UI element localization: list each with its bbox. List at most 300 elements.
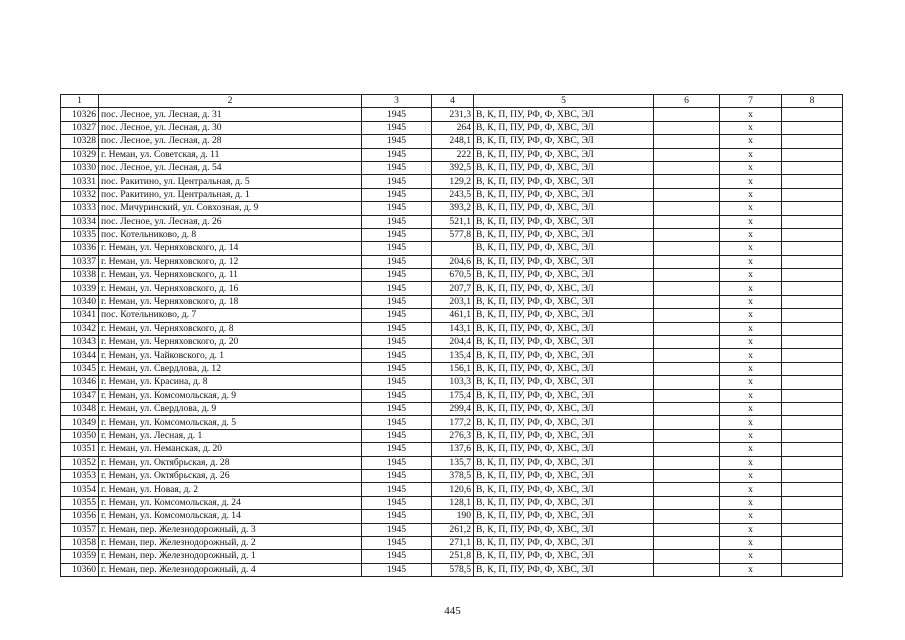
area-cell: 135,7 [432,456,474,469]
row-number-cell: 10352 [61,456,99,469]
column-7-cell: x [720,202,782,215]
column-6-cell [654,523,720,536]
address-cell: г. Неман, ул. Черняховского, д. 16 [99,282,362,295]
column-7-cell: x [720,148,782,161]
column-6-cell [654,282,720,295]
table-body [61,108,843,577]
column-8-cell [782,496,843,509]
column-8-cell [782,282,843,295]
address-cell: г. Неман, ул. Черняховского, д. 14 [99,242,362,255]
column-8-cell [782,416,843,429]
area-cell: 231,3 [432,108,474,121]
column-8-cell [782,349,843,362]
systems-cell: В, К, П, ПУ, РФ, Ф, ХВС, ЭЛ [474,496,654,509]
area-cell: 521,1 [432,215,474,228]
column-8-cell [782,523,843,536]
header-row [61,95,843,108]
address-cell: г. Неман, ул. Советская, д. 11 [99,148,362,161]
row-number-cell: 10348 [61,402,99,415]
systems-cell: В, К, П, ПУ, РФ, Ф, ХВС, ЭЛ [474,456,654,469]
column-8-cell [782,402,843,415]
systems-cell: В, К, П, ПУ, РФ, Ф, ХВС, ЭЛ [474,402,654,415]
column-6-cell [654,215,720,228]
area-cell: 276,3 [432,429,474,442]
address-cell: г. Неман, ул. Черняховского, д. 20 [99,336,362,349]
column-7-cell: x [720,389,782,402]
column-7-cell: x [720,215,782,228]
row-number-cell: 10334 [61,215,99,228]
column-6-cell [654,322,720,335]
column-8-cell [782,148,843,161]
table-row [61,456,843,469]
year-cell: 1945 [362,402,432,415]
column-8-cell [782,242,843,255]
column-6-cell [654,469,720,482]
row-number-cell: 10350 [61,429,99,442]
column-header-3: 3 [362,95,432,108]
systems-cell: В, К, П, ПУ, РФ, Ф, ХВС, ЭЛ [474,309,654,322]
address-cell: г. Неман, ул. Черняховского, д. 18 [99,295,362,308]
year-cell: 1945 [362,536,432,549]
column-8-cell [782,135,843,148]
column-7-cell: x [720,402,782,415]
area-cell: 207,7 [432,282,474,295]
year-cell: 1945 [362,295,432,308]
column-6-cell [654,121,720,134]
area-cell: 128,1 [432,496,474,509]
year-cell: 1945 [362,188,432,201]
year-cell: 1945 [362,443,432,456]
address-cell: г. Неман, пер. Железнодорожный, д. 1 [99,550,362,563]
address-cell: пос. Лесное, ул. Лесная, д. 31 [99,108,362,121]
column-header-5: 5 [474,95,654,108]
systems-cell: В, К, П, ПУ, РФ, Ф, ХВС, ЭЛ [474,175,654,188]
column-7-cell: x [720,228,782,241]
row-number-cell: 10359 [61,550,99,563]
row-number-cell: 10358 [61,536,99,549]
systems-cell: В, К, П, ПУ, РФ, Ф, ХВС, ЭЛ [474,242,654,255]
column-8-cell [782,202,843,215]
address-cell: г. Неман, ул. Свердлова, д. 12 [99,362,362,375]
table-row [61,523,843,536]
row-number-cell: 10340 [61,295,99,308]
area-cell: 222 [432,148,474,161]
area-cell: 203,1 [432,295,474,308]
column-6-cell [654,536,720,549]
year-cell: 1945 [362,469,432,482]
systems-cell: В, К, П, ПУ, РФ, Ф, ХВС, ЭЛ [474,188,654,201]
systems-cell: В, К, П, ПУ, РФ, Ф, ХВС, ЭЛ [474,202,654,215]
area-cell: 271,1 [432,536,474,549]
column-7-cell: x [720,469,782,482]
column-6-cell [654,362,720,375]
table-row [61,148,843,161]
area-cell: 264 [432,121,474,134]
year-cell: 1945 [362,255,432,268]
column-6-cell [654,295,720,308]
row-number-cell: 10357 [61,523,99,536]
area-cell: 393,2 [432,202,474,215]
area-cell: 129,2 [432,175,474,188]
row-number-cell: 10349 [61,416,99,429]
table-row [61,496,843,509]
row-number-cell: 10328 [61,135,99,148]
column-7-cell: x [720,523,782,536]
housing-registry-table [60,94,843,577]
address-cell: г. Неман, ул. Комсомольская, д. 5 [99,416,362,429]
column-header-4: 4 [432,95,474,108]
systems-cell: В, К, П, ПУ, РФ, Ф, ХВС, ЭЛ [474,510,654,523]
column-7-cell: x [720,282,782,295]
year-cell: 1945 [362,510,432,523]
table-row [61,175,843,188]
systems-cell: В, К, П, ПУ, РФ, Ф, ХВС, ЭЛ [474,255,654,268]
column-7-cell: x [720,349,782,362]
table-row [61,429,843,442]
column-7-cell: x [720,255,782,268]
column-6-cell [654,255,720,268]
systems-cell: В, К, П, ПУ, РФ, Ф, ХВС, ЭЛ [474,483,654,496]
systems-cell: В, К, П, ПУ, РФ, Ф, ХВС, ЭЛ [474,429,654,442]
table-row [61,550,843,563]
address-cell: пос. Лесное, ул. Лесная, д. 30 [99,121,362,134]
table-row [61,309,843,322]
area-cell: 577,8 [432,228,474,241]
column-8-cell [782,215,843,228]
column-8-cell [782,443,843,456]
address-cell: пос. Ракитино, ул. Центральная, д. 5 [99,175,362,188]
year-cell: 1945 [362,148,432,161]
column-8-cell [782,550,843,563]
row-number-cell: 10336 [61,242,99,255]
column-6-cell [654,175,720,188]
area-cell: 299,4 [432,402,474,415]
year-cell: 1945 [362,456,432,469]
column-8-cell [782,483,843,496]
column-6-cell [654,443,720,456]
table-row [61,135,843,148]
systems-cell: В, К, П, ПУ, РФ, Ф, ХВС, ЭЛ [474,349,654,362]
address-cell: пос. Лесное, ул. Лесная, д. 28 [99,135,362,148]
address-cell: г. Неман, ул. Черняховского, д. 8 [99,322,362,335]
column-header-7: 7 [720,95,782,108]
column-8-cell [782,376,843,389]
column-6-cell [654,135,720,148]
table-row [61,121,843,134]
row-number-cell: 10329 [61,148,99,161]
column-6-cell [654,402,720,415]
year-cell: 1945 [362,550,432,563]
column-8-cell [782,389,843,402]
year-cell: 1945 [362,322,432,335]
column-8-cell [782,429,843,442]
systems-cell: В, К, П, ПУ, РФ, Ф, ХВС, ЭЛ [474,563,654,576]
row-number-cell: 10335 [61,228,99,241]
column-7-cell: x [720,161,782,174]
systems-cell: В, К, П, ПУ, РФ, Ф, ХВС, ЭЛ [474,215,654,228]
column-6-cell [654,389,720,402]
page-number: 445 [444,605,461,617]
table-row [61,376,843,389]
column-8-cell [782,295,843,308]
year-cell: 1945 [362,108,432,121]
table-row [61,269,843,282]
address-cell: г. Неман, ул. Октябрьская, д. 26 [99,469,362,482]
row-number-cell: 10333 [61,202,99,215]
row-number-cell: 10337 [61,255,99,268]
table-row [61,389,843,402]
area-cell [432,242,474,255]
systems-cell: В, К, П, ПУ, РФ, Ф, ХВС, ЭЛ [474,523,654,536]
row-number-cell: 10353 [61,469,99,482]
year-cell: 1945 [362,242,432,255]
year-cell: 1945 [362,496,432,509]
column-7-cell: x [720,416,782,429]
address-cell: г. Неман, ул. Красина, д. 8 [99,376,362,389]
table-row [61,536,843,549]
table-row [61,242,843,255]
address-cell: г. Неман, ул. Новая, д. 2 [99,483,362,496]
table-row [61,416,843,429]
address-cell: пос. Котельниково, д. 8 [99,228,362,241]
address-cell: г. Неман, пер. Железнодорожный, д. 3 [99,523,362,536]
column-8-cell [782,336,843,349]
column-7-cell: x [720,309,782,322]
area-cell: 378,5 [432,469,474,482]
systems-cell: В, К, П, ПУ, РФ, Ф, ХВС, ЭЛ [474,108,654,121]
column-7-cell: x [720,242,782,255]
systems-cell: В, К, П, ПУ, РФ, Ф, ХВС, ЭЛ [474,148,654,161]
area-cell: 204,4 [432,336,474,349]
systems-cell: В, К, П, ПУ, РФ, Ф, ХВС, ЭЛ [474,416,654,429]
column-8-cell [782,456,843,469]
column-8-cell [782,108,843,121]
column-8-cell [782,188,843,201]
systems-cell: В, К, П, ПУ, РФ, Ф, ХВС, ЭЛ [474,322,654,335]
row-number-cell: 10354 [61,483,99,496]
address-cell: г. Неман, ул. Свердлова, д. 9 [99,402,362,415]
row-number-cell: 10355 [61,496,99,509]
column-8-cell [782,563,843,576]
table-row [61,483,843,496]
table-row [61,362,843,375]
column-7-cell: x [720,429,782,442]
area-cell: 461,1 [432,309,474,322]
column-header-1: 1 [61,95,99,108]
column-6-cell [654,550,720,563]
year-cell: 1945 [362,228,432,241]
row-number-cell: 10356 [61,510,99,523]
address-cell: пос. Лесное, ул. Лесная, д. 26 [99,215,362,228]
column-6-cell [654,188,720,201]
column-header-6: 6 [654,95,720,108]
column-6-cell [654,496,720,509]
column-7-cell: x [720,536,782,549]
systems-cell: В, К, П, ПУ, РФ, Ф, ХВС, ЭЛ [474,295,654,308]
column-8-cell [782,309,843,322]
column-7-cell: x [720,295,782,308]
table-row [61,255,843,268]
column-7-cell: x [720,510,782,523]
row-number-cell: 10343 [61,336,99,349]
row-number-cell: 10360 [61,563,99,576]
area-cell: 175,4 [432,389,474,402]
year-cell: 1945 [362,376,432,389]
column-6-cell [654,336,720,349]
column-6-cell [654,376,720,389]
address-cell: г. Неман, ул. Лесная, д. 1 [99,429,362,442]
systems-cell: В, К, П, ПУ, РФ, Ф, ХВС, ЭЛ [474,336,654,349]
column-7-cell: x [720,322,782,335]
address-cell: пос. Лесное, ул. Лесная, д. 54 [99,161,362,174]
column-6-cell [654,349,720,362]
column-6-cell [654,228,720,241]
address-cell: г. Неман, пер. Железнодорожный, д. 4 [99,563,362,576]
row-number-cell: 10347 [61,389,99,402]
year-cell: 1945 [362,389,432,402]
year-cell: 1945 [362,523,432,536]
table-row [61,295,843,308]
systems-cell: В, К, П, ПУ, РФ, Ф, ХВС, ЭЛ [474,536,654,549]
area-cell: 156,1 [432,362,474,375]
column-6-cell [654,429,720,442]
table-row [61,349,843,362]
row-number-cell: 10341 [61,309,99,322]
address-cell: г. Неман, ул. Комсомольская, д. 9 [99,389,362,402]
table-row [61,469,843,482]
systems-cell: В, К, П, ПУ, РФ, Ф, ХВС, ЭЛ [474,121,654,134]
year-cell: 1945 [362,416,432,429]
year-cell: 1945 [362,563,432,576]
row-number-cell: 10345 [61,362,99,375]
year-cell: 1945 [362,429,432,442]
systems-cell: В, К, П, ПУ, РФ, Ф, ХВС, ЭЛ [474,550,654,563]
column-7-cell: x [720,563,782,576]
address-cell: г. Неман, пер. Железнодорожный, д. 2 [99,536,362,549]
year-cell: 1945 [362,215,432,228]
systems-cell: В, К, П, ПУ, РФ, Ф, ХВС, ЭЛ [474,135,654,148]
table-row [61,282,843,295]
column-7-cell: x [720,362,782,375]
column-6-cell [654,416,720,429]
area-cell: 670,5 [432,269,474,282]
address-cell: пос. Котельниково, д. 7 [99,309,362,322]
area-cell: 137,6 [432,443,474,456]
table-row [61,188,843,201]
area-cell: 204,6 [432,255,474,268]
year-cell: 1945 [362,269,432,282]
table-row [61,202,843,215]
column-7-cell: x [720,483,782,496]
address-cell: г. Неман, ул. Чайковского, д. 1 [99,349,362,362]
column-6-cell [654,563,720,576]
systems-cell: В, К, П, ПУ, РФ, Ф, ХВС, ЭЛ [474,469,654,482]
year-cell: 1945 [362,349,432,362]
column-7-cell: x [720,456,782,469]
column-7-cell: x [720,108,782,121]
row-number-cell: 10339 [61,282,99,295]
address-cell: пос. Мичуринский, ул. Совхозная, д. 9 [99,202,362,215]
area-cell: 392,5 [432,161,474,174]
column-7-cell: x [720,188,782,201]
address-cell: г. Неман, ул. Черняховского, д. 11 [99,269,362,282]
year-cell: 1945 [362,135,432,148]
area-cell: 243,5 [432,188,474,201]
column-6-cell [654,161,720,174]
column-8-cell [782,228,843,241]
address-cell: г. Неман, ул. Неманская, д. 20 [99,443,362,456]
column-7-cell: x [720,175,782,188]
row-number-cell: 10330 [61,161,99,174]
year-cell: 1945 [362,175,432,188]
row-number-cell: 10342 [61,322,99,335]
table-row [61,161,843,174]
table-row [61,443,843,456]
area-cell: 135,4 [432,349,474,362]
table-row [61,563,843,576]
address-cell: пос. Ракитино, ул. Центральная, д. 1 [99,188,362,201]
column-7-cell: x [720,336,782,349]
area-cell: 261,2 [432,523,474,536]
systems-cell: В, К, П, ПУ, РФ, Ф, ХВС, ЭЛ [474,269,654,282]
table-row [61,510,843,523]
area-cell: 248,1 [432,135,474,148]
column-6-cell [654,108,720,121]
table-row [61,215,843,228]
row-number-cell: 10331 [61,175,99,188]
table-row [61,322,843,335]
year-cell: 1945 [362,161,432,174]
area-cell: 190 [432,510,474,523]
column-8-cell [782,469,843,482]
systems-cell: В, К, П, ПУ, РФ, Ф, ХВС, ЭЛ [474,228,654,241]
row-number-cell: 10344 [61,349,99,362]
systems-cell: В, К, П, ПУ, РФ, Ф, ХВС, ЭЛ [474,443,654,456]
systems-cell: В, К, П, ПУ, РФ, Ф, ХВС, ЭЛ [474,161,654,174]
table-row [61,228,843,241]
column-8-cell [782,161,843,174]
address-cell: г. Неман, ул. Черняховского, д. 12 [99,255,362,268]
column-6-cell [654,202,720,215]
area-cell: 578,5 [432,563,474,576]
table-row [61,402,843,415]
column-8-cell [782,322,843,335]
document-page [60,94,842,577]
address-cell: г. Неман, ул. Октябрьская, д. 28 [99,456,362,469]
column-6-cell [654,242,720,255]
column-7-cell: x [720,496,782,509]
column-8-cell [782,269,843,282]
address-cell: г. Неман, ул. Комсомольская, д. 14 [99,510,362,523]
column-7-cell: x [720,135,782,148]
column-6-cell [654,456,720,469]
systems-cell: В, К, П, ПУ, РФ, Ф, ХВС, ЭЛ [474,362,654,375]
column-6-cell [654,309,720,322]
row-number-cell: 10332 [61,188,99,201]
row-number-cell: 10351 [61,443,99,456]
row-number-cell: 10346 [61,376,99,389]
systems-cell: В, К, П, ПУ, РФ, Ф, ХВС, ЭЛ [474,376,654,389]
column-8-cell [782,510,843,523]
column-7-cell: x [720,550,782,563]
systems-cell: В, К, П, ПУ, РФ, Ф, ХВС, ЭЛ [474,282,654,295]
table-row [61,108,843,121]
year-cell: 1945 [362,202,432,215]
area-cell: 143,1 [432,322,474,335]
column-header-2: 2 [99,95,362,108]
column-7-cell: x [720,376,782,389]
year-cell: 1945 [362,483,432,496]
